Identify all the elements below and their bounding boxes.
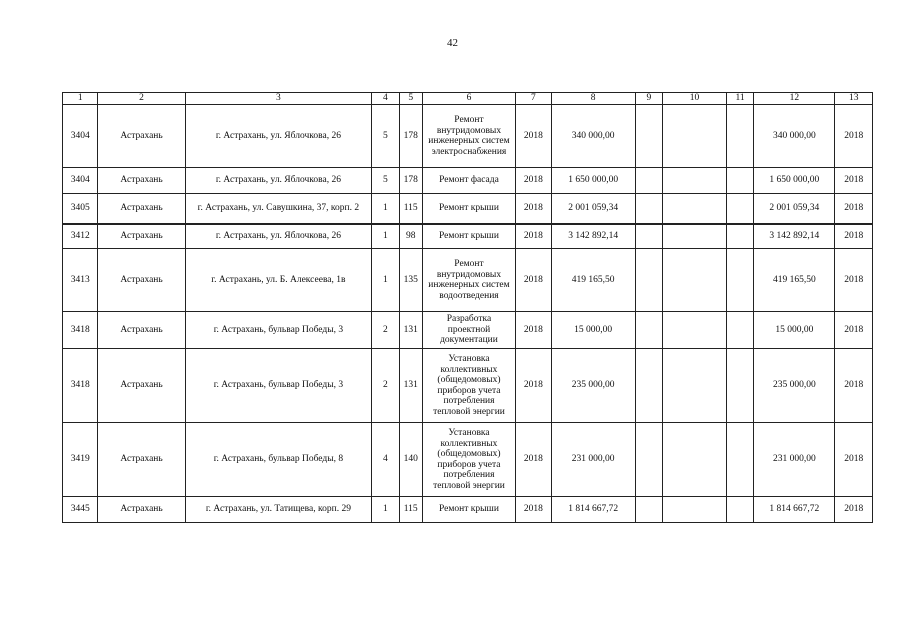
- amount-cell: 419 165,50: [551, 249, 635, 312]
- record-id-cell: 3418: [63, 312, 98, 349]
- house-number-cell: 135: [399, 249, 422, 312]
- column-number-7: 7: [516, 93, 551, 105]
- col-9-cell: [635, 423, 662, 497]
- column-number-4: 4: [372, 93, 399, 105]
- col-11-cell: [726, 224, 753, 249]
- table-row: [63, 194, 873, 224]
- record-id-cell: 3419: [63, 423, 98, 497]
- building-count-cell: 2: [372, 312, 399, 349]
- amount-cell: 231 000,00: [551, 423, 635, 497]
- amount-cell: 1 650 000,00: [551, 168, 635, 194]
- city-cell: Астрахань: [98, 105, 185, 168]
- year-cell: 2018: [516, 168, 551, 194]
- table-body: [63, 105, 873, 523]
- col-9-cell: [635, 349, 662, 423]
- col-10-cell: [663, 194, 727, 224]
- total-amount-cell: 15 000,00: [754, 312, 835, 349]
- address-cell: г. Астрахань, ул. Яблочкова, 26: [185, 105, 372, 168]
- col-9-cell: [635, 312, 662, 349]
- completion-year-cell: 2018: [835, 249, 873, 312]
- capital-repair-table: [62, 92, 873, 523]
- house-number-cell: 140: [399, 423, 422, 497]
- total-amount-cell: 235 000,00: [754, 349, 835, 423]
- work-type-cell: Установка коллективных (общедомовых) приборов учета потребления тепловой энергии: [422, 349, 515, 423]
- col-11-cell: [726, 312, 753, 349]
- column-number-row: [63, 93, 873, 105]
- building-count-cell: 5: [372, 168, 399, 194]
- record-id-cell: 3404: [63, 168, 98, 194]
- record-id-cell: 3404: [63, 105, 98, 168]
- col-9-cell: [635, 168, 662, 194]
- year-cell: 2018: [516, 105, 551, 168]
- city-cell: Астрахань: [98, 497, 185, 523]
- address-cell: г. Астрахань, бульвар Победы, 3: [185, 312, 372, 349]
- building-count-cell: 1: [372, 497, 399, 523]
- city-cell: Астрахань: [98, 423, 185, 497]
- city-cell: Астрахань: [98, 349, 185, 423]
- building-count-cell: 1: [372, 249, 399, 312]
- table-row: [63, 105, 873, 168]
- table-row: [63, 423, 873, 497]
- col-10-cell: [663, 349, 727, 423]
- total-amount-cell: 419 165,50: [754, 249, 835, 312]
- total-amount-cell: 231 000,00: [754, 423, 835, 497]
- record-id-cell: 3405: [63, 194, 98, 224]
- completion-year-cell: 2018: [835, 194, 873, 224]
- address-cell: г. Астрахань, ул. Яблочкова, 26: [185, 168, 372, 194]
- completion-year-cell: 2018: [835, 497, 873, 523]
- column-number-3: 3: [185, 93, 372, 105]
- work-type-cell: Ремонт крыши: [422, 497, 515, 523]
- amount-cell: 15 000,00: [551, 312, 635, 349]
- building-count-cell: 1: [372, 194, 399, 224]
- year-cell: 2018: [516, 349, 551, 423]
- total-amount-cell: 1 814 667,72: [754, 497, 835, 523]
- col-10-cell: [663, 312, 727, 349]
- col-10-cell: [663, 423, 727, 497]
- year-cell: 2018: [516, 497, 551, 523]
- house-number-cell: 98: [399, 224, 422, 249]
- city-cell: Астрахань: [98, 194, 185, 224]
- work-type-cell: Ремонт фасада: [422, 168, 515, 194]
- column-number-6: 6: [422, 93, 515, 105]
- work-type-cell: Разработка проектной документации: [422, 312, 515, 349]
- house-number-cell: 115: [399, 497, 422, 523]
- building-count-cell: 1: [372, 224, 399, 249]
- house-number-cell: 131: [399, 349, 422, 423]
- year-cell: 2018: [516, 194, 551, 224]
- address-cell: г. Астрахань, ул. Савушкина, 37, корп. 2: [185, 194, 372, 224]
- address-cell: г. Астрахань, ул. Яблочкова, 26: [185, 224, 372, 249]
- work-type-cell: Ремонт крыши: [422, 224, 515, 249]
- table-row: [63, 168, 873, 194]
- col-11-cell: [726, 497, 753, 523]
- col-10-cell: [663, 224, 727, 249]
- record-id-cell: 3413: [63, 249, 98, 312]
- col-10-cell: [663, 497, 727, 523]
- building-count-cell: 5: [372, 105, 399, 168]
- column-number-1: 1: [63, 93, 98, 105]
- record-id-cell: 3412: [63, 224, 98, 249]
- house-number-cell: 131: [399, 312, 422, 349]
- col-9-cell: [635, 105, 662, 168]
- year-cell: 2018: [516, 224, 551, 249]
- amount-cell: 340 000,00: [551, 105, 635, 168]
- house-number-cell: 115: [399, 194, 422, 224]
- col-10-cell: [663, 168, 727, 194]
- year-cell: 2018: [516, 249, 551, 312]
- work-type-cell: Ремонт крыши: [422, 194, 515, 224]
- col-9-cell: [635, 497, 662, 523]
- total-amount-cell: 1 650 000,00: [754, 168, 835, 194]
- completion-year-cell: 2018: [835, 168, 873, 194]
- total-amount-cell: 3 142 892,14: [754, 224, 835, 249]
- table-row: [63, 224, 873, 249]
- column-number-10: 10: [663, 93, 727, 105]
- col-10-cell: [663, 249, 727, 312]
- table-row: [63, 312, 873, 349]
- column-number-11: 11: [726, 93, 753, 105]
- column-number-2: 2: [98, 93, 185, 105]
- total-amount-cell: 2 001 059,34: [754, 194, 835, 224]
- completion-year-cell: 2018: [835, 349, 873, 423]
- year-cell: 2018: [516, 312, 551, 349]
- column-number-12: 12: [754, 93, 835, 105]
- city-cell: Астрахань: [98, 249, 185, 312]
- work-type-cell: Установка коллективных (общедомовых) приборов учета потребления тепловой энергии: [422, 423, 515, 497]
- house-number-cell: 178: [399, 105, 422, 168]
- col-9-cell: [635, 249, 662, 312]
- column-number-5: 5: [399, 93, 422, 105]
- work-type-cell: Ремонт внутридомовых инженерных систем водоотведения: [422, 249, 515, 312]
- col-9-cell: [635, 194, 662, 224]
- col-11-cell: [726, 423, 753, 497]
- col-11-cell: [726, 105, 753, 168]
- amount-cell: 235 000,00: [551, 349, 635, 423]
- table-row: [63, 349, 873, 423]
- city-cell: Астрахань: [98, 312, 185, 349]
- address-cell: г. Астрахань, ул. Б. Алексеева, 1в: [185, 249, 372, 312]
- house-number-cell: 178: [399, 168, 422, 194]
- city-cell: Астрахань: [98, 168, 185, 194]
- building-count-cell: 4: [372, 423, 399, 497]
- column-number-13: 13: [835, 93, 873, 105]
- address-cell: г. Астрахань, ул. Татищева, корп. 29: [185, 497, 372, 523]
- total-amount-cell: 340 000,00: [754, 105, 835, 168]
- completion-year-cell: 2018: [835, 224, 873, 249]
- table-row: [63, 497, 873, 523]
- completion-year-cell: 2018: [835, 312, 873, 349]
- col-11-cell: [726, 349, 753, 423]
- amount-cell: 3 142 892,14: [551, 224, 635, 249]
- table-row: [63, 249, 873, 312]
- col-9-cell: [635, 224, 662, 249]
- page-number: 42: [447, 37, 458, 49]
- work-type-cell: Ремонт внутридомовых инженерных систем электроснабжения: [422, 105, 515, 168]
- record-id-cell: 3445: [63, 497, 98, 523]
- amount-cell: 2 001 059,34: [551, 194, 635, 224]
- address-cell: г. Астрахань, бульвар Победы, 8: [185, 423, 372, 497]
- completion-year-cell: 2018: [835, 105, 873, 168]
- city-cell: Астрахань: [98, 224, 185, 249]
- record-id-cell: 3418: [63, 349, 98, 423]
- year-cell: 2018: [516, 423, 551, 497]
- amount-cell: 1 814 667,72: [551, 497, 635, 523]
- building-count-cell: 2: [372, 349, 399, 423]
- col-10-cell: [663, 105, 727, 168]
- column-number-9: 9: [635, 93, 662, 105]
- address-cell: г. Астрахань, бульвар Победы, 3: [185, 349, 372, 423]
- column-number-8: 8: [551, 93, 635, 105]
- col-11-cell: [726, 249, 753, 312]
- col-11-cell: [726, 168, 753, 194]
- col-11-cell: [726, 194, 753, 224]
- completion-year-cell: 2018: [835, 423, 873, 497]
